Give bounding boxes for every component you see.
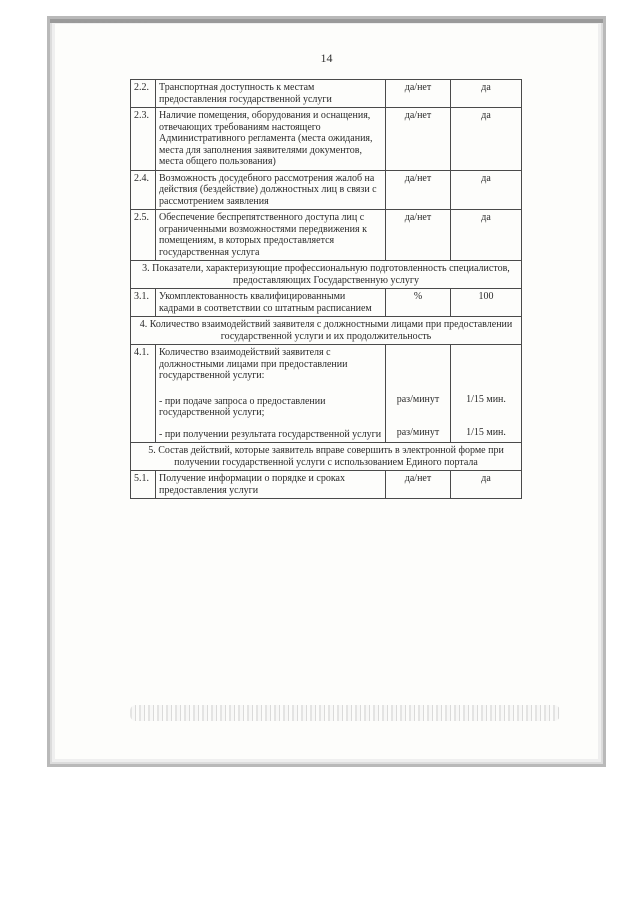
section-heading: 4. Количество взаимодействий заявителя с должностными лицами при предоставлении государственной услуги и их продолжительность — [131, 317, 522, 345]
row-text: Наличие помещения, оборудования и оснащения, отвечающих требованиям настоящего Административного регламента (места ожидания, места для заполнения заявителями документов, места общего пользования) — [156, 108, 386, 171]
row-unit: % — [386, 289, 451, 317]
row-number: 2.4. — [131, 170, 156, 210]
row-number: 2.3. — [131, 108, 156, 171]
section-heading: 3. Показатели, характеризующие профессиональную подготовленность специалистов, предоставляющих Государственную услугу — [131, 261, 522, 289]
row-text: Возможность досудебного рассмотрения жалоб на действия (бездействие) должностных лиц в связи с рассмотрением заявления — [156, 170, 386, 210]
row-text: Транспортная доступность к местам предоставления государственной услуги — [156, 80, 386, 108]
table-row — [131, 210, 522, 261]
table-row — [131, 289, 522, 317]
row-subitem: - при подаче запроса о предоставлении государственной услуги; — [159, 395, 326, 418]
indicators-table — [130, 79, 522, 499]
row-number: 3.1. — [131, 289, 156, 317]
row-unit: да/нет — [386, 471, 451, 499]
row-unit: да/нет — [386, 210, 451, 261]
row-value: 1/15 мин. — [466, 394, 506, 405]
row-text: Получение информации о порядке и сроках предоставления услуги — [156, 471, 386, 499]
row-value: да — [451, 80, 522, 108]
row-unit: да/нет — [386, 170, 451, 210]
row-value: да — [451, 471, 522, 499]
scanned-page — [47, 16, 606, 767]
row-value: да — [451, 170, 522, 210]
page-number: 14 — [320, 51, 333, 65]
table-row — [131, 471, 522, 499]
blurred-footer-text — [130, 705, 560, 721]
row-unit: раз/минут — [396, 426, 440, 438]
row-text: Обеспечение беспрепятственного доступа лиц с ограниченными возможностями передвижения к помещениям, в которых предоставляется государственная услуга — [156, 210, 386, 261]
row-number: 2.2. — [131, 80, 156, 108]
row-unit: да/нет — [386, 108, 451, 171]
section-heading: 5. Состав действий, которые заявитель вправе совершить в электронной форме при получении государственной услуги с использованием Единого портала — [131, 443, 522, 471]
row-value-group — [451, 345, 522, 443]
row-text: Количество взаимодействий заявителя с должностными лицами при предоставлении государственной услуги: — [159, 347, 348, 381]
table-row — [131, 170, 522, 210]
section-heading-row — [131, 317, 522, 345]
row-unit: да/нет — [386, 80, 451, 108]
row-number: 2.5. — [131, 210, 156, 261]
section-heading-row — [131, 443, 522, 471]
row-number: 5.1. — [131, 471, 156, 499]
table-row — [131, 80, 522, 108]
row-value: да — [451, 108, 522, 171]
row-number: 4.1. — [131, 345, 156, 443]
scan-artifact — [60, 21, 150, 23]
row-value: да — [451, 210, 522, 261]
table-row — [131, 345, 522, 443]
row-unit: раз/минут — [396, 394, 440, 405]
table-row — [131, 108, 522, 171]
row-value: 1/15 мин. — [466, 426, 506, 438]
row-value: 100 — [451, 289, 522, 317]
row-unit-group — [386, 345, 451, 443]
row-subitem: - при получении результата государственной услуги — [159, 428, 382, 440]
row-text-group — [156, 345, 386, 443]
section-heading-row — [131, 261, 522, 289]
row-text: Укомплектованность квалифицированными кадрами в соответствии со штатным расписанием — [156, 289, 386, 317]
